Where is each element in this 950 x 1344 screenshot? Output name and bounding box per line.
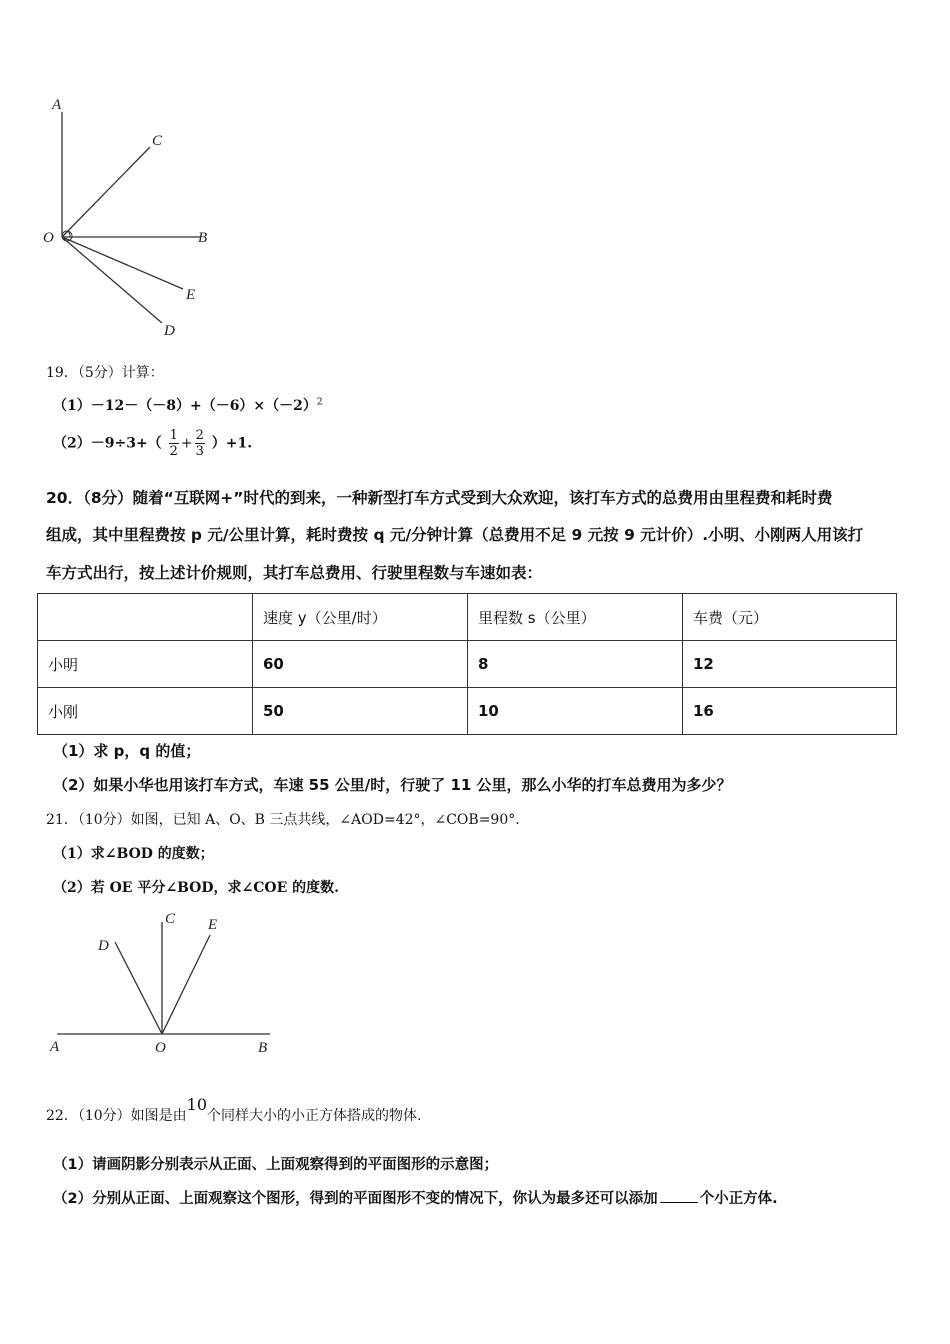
q19-part1 (53, 395, 323, 415)
table-cell: 10 (468, 688, 683, 735)
q20-sub2: （2）如果小华也用该打车方式，车速 55 公里/时，行驶了 11 公里，那么小华的打车总费用为多少？ (53, 776, 732, 794)
table-header-cell: 车费（元） (683, 594, 897, 641)
fraction-one-half (169, 428, 179, 459)
label-a: A (52, 97, 62, 113)
q21-sub2: （2）若 OE 平分∠BOD，求∠COE 的度数. (53, 880, 340, 896)
label-b: B (258, 1040, 268, 1056)
q22-title (46, 1095, 422, 1125)
angle-figure-1 (40, 95, 220, 345)
fare-table (37, 593, 897, 735)
label-d: D (164, 323, 175, 339)
angle-figure-2 (45, 905, 285, 1060)
table-row (38, 688, 897, 735)
table-cell: 50 (253, 688, 468, 735)
fraction-1-denominator: 2 (169, 444, 178, 459)
ray-od (115, 942, 162, 1034)
label-o: O (43, 230, 54, 246)
label-d: D (98, 938, 109, 954)
label-c: C (152, 133, 163, 149)
q22-title-suffix: 个同样大小的小正方体搭成的物体. (207, 1108, 422, 1124)
q20-line1: 20．（8分）随着“互联网+”时代的到来，一种新型打车方式受到大众欢迎，该打车方式的总费用由里程费和耗时费 (46, 489, 833, 507)
q22-sub2 (53, 1187, 778, 1208)
q19-part2 (53, 428, 252, 459)
fraction-2-numerator: 2 (195, 428, 204, 443)
q19-title: 19．（5分）计算： (46, 365, 164, 381)
ray-oe (62, 237, 183, 289)
ray-od (62, 237, 162, 323)
fraction-2-denominator: 3 (195, 444, 204, 459)
q21-title: 21．（10分）如图，已知 A、O、B 三点共线，∠AOD=42°，∠COB=90°. (46, 812, 520, 828)
table-cell: 8 (468, 641, 683, 688)
q22-sub2-prefix: （2）分别从正面、上面观察这个图形，得到的平面图形不变的情况下，你认为最多还可以添加 (53, 1191, 658, 1207)
q19-part2-prefix: （2）－9÷3+（ (53, 435, 162, 452)
table-header-row (38, 594, 897, 641)
q21-sub1: （1）求∠BOD 的度数； (53, 846, 214, 862)
table-header-cell (38, 594, 253, 641)
table-cell: 60 (253, 641, 468, 688)
q19-part1-exponent: 2 (316, 397, 323, 408)
label-e: E (186, 287, 196, 303)
table-row (38, 641, 897, 688)
q22-cube-count: 10 (186, 1095, 207, 1114)
table-cell: 小刚 (38, 688, 253, 735)
label-e: E (208, 917, 218, 933)
q22-title-prefix: 22．（10分）如图是由 (46, 1108, 187, 1124)
q20-line3: 车方式出行，按上述计价规则，其打车总费用、行驶里程数与车速如表： (46, 564, 543, 582)
label-b: B (198, 230, 208, 246)
q20-sub1: （1）求 p，q 的值； (53, 742, 201, 760)
q19-part1-text: （1）－12－（－8）+（－6）×（－2） (53, 398, 317, 414)
label-c: C (165, 911, 176, 927)
table-cell: 小明 (38, 641, 253, 688)
q20-line2: 组成，其中里程费按 p 元/公里计算，耗时费按 q 元/分钟计算（总费用不足 9 元按 9 元计价）.小明、小刚两人用该打 (46, 526, 864, 544)
q22-sub2-suffix: 个小正方体. (699, 1191, 778, 1207)
q19-part2-suffix: ）+1. (211, 435, 253, 452)
ray-oc (62, 147, 150, 237)
table-header-cell: 里程数 s（公里） (468, 594, 683, 641)
label-o: O (155, 1040, 166, 1056)
ray-oe (162, 935, 210, 1034)
q22-sub1: （1）请画阴影分别表示从正面、上面观察得到的平面图形的示意图； (53, 1157, 499, 1173)
fraction-two-thirds (195, 428, 205, 459)
table-cell: 12 (683, 641, 897, 688)
answer-blank[interactable] (660, 1202, 698, 1203)
fraction-plus: + (180, 435, 193, 452)
label-a: A (50, 1039, 60, 1055)
table-cell: 16 (683, 688, 897, 735)
fraction-1-numerator: 1 (169, 428, 178, 443)
table-header-cell: 速度 y（公里/时） (253, 594, 468, 641)
